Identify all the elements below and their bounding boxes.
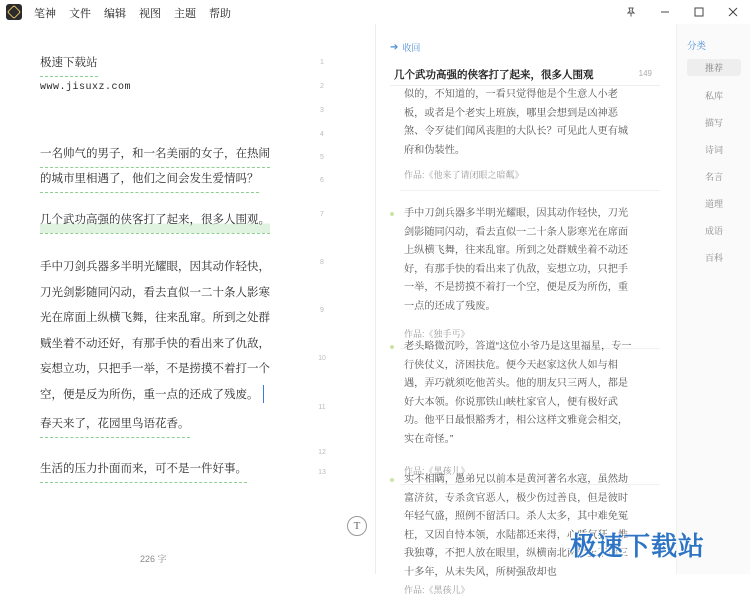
category-header: 分类 (687, 41, 707, 52)
category-description[interactable]: 描写 (704, 118, 723, 128)
editor-footer (0, 544, 375, 574)
result-source: 作品:《黑孩儿》 (404, 585, 470, 595)
close-icon[interactable] (716, 0, 750, 24)
line-number: 2 (320, 83, 324, 90)
result-source: 作品:《黑孩儿》 (404, 466, 470, 476)
maximize-icon[interactable] (682, 0, 716, 24)
title-bar (0, 0, 750, 24)
text-cursor (263, 385, 265, 403)
watermark-logo: 极速下载站 (570, 531, 706, 561)
line-number: 7 (320, 211, 324, 218)
editor-paragraph-2[interactable]: 几个武功高强的侠客打了起来，很多人围观。 (40, 209, 270, 234)
line-number: 9 (320, 307, 324, 314)
material-panel (376, 24, 676, 595)
menu-item-help[interactable]: 帮助 (209, 8, 231, 20)
editor-url: www.jisuxz.com (40, 82, 132, 93)
menu-item-view[interactable]: 视图 (139, 8, 161, 20)
menu-item-theme[interactable]: 主题 (174, 8, 196, 20)
format-text-button[interactable]: T (347, 516, 367, 536)
editor-paragraph-4[interactable]: 春天来了，花园里鸟语花香。 (40, 413, 190, 438)
menu-item-file[interactable]: 文件 (69, 8, 91, 20)
result-text: 实不相瞒，愚弟兄以前本是黄河著名水寇，虽然劫 富济贫，专杀贪官恶人，极少伤过善良，但是彼时 年轻气盛，照例不留活口。杀人太多，其中难免冤 枉，又因自恃本领，水陆都还来得，心骄气狂，惟 我独尊，不把人放在眼里，纵横南北两岸上下游三 十多年，从未失风，所树强敌却也 (404, 474, 629, 578)
line-number: 4 (320, 131, 324, 138)
result-text: 老头略微沉吟，答道“这位小爷乃是这里福星，专一 行侠仗义，济困扶危。便今天赵家这伙人如与相 遇，弄巧就须吃他苦头。他的朋友只三两人，都是 好大本领。你说那铁山峡杜家官人，便有极好武 功。他平日最恨豁秀才，相公这样文雅竟会相交， 实在奇怪。” (404, 341, 632, 445)
category-sidebar (676, 24, 750, 574)
result-text: 手中刀剑兵器多半明光耀眼，因其动作轻快，刀光 剑影随同闪动，看去直似一二十条人影寒光在席面 上纵横飞舞，往来乱窜。所到之处群贼坐着不动还 好，有那手快的看出来了仇敌，妄想立功，只把手 一举，不是捞摸不着打一个空，便是反为所伤，重 一点的还成了残废。 (404, 208, 629, 312)
result-text: 似的，不知道的，一看只觉得他是个生意人小老 板，或者是个老实上班族，哪里会想到是凶神恶 煞、令歹徒们闻风丧胆的大队长？可见此人更有城 府和伪装性。 (404, 89, 629, 156)
line-number: 10 (318, 355, 326, 362)
results-list[interactable] (390, 86, 660, 595)
editor-paragraph-5[interactable]: 生活的压力扑面而来，可不是一件好事。 (40, 458, 247, 483)
bullet-icon (390, 212, 394, 216)
line-number: 11 (318, 404, 326, 411)
category-recommend[interactable]: 推荐 (687, 59, 741, 76)
editor-paragraph-3[interactable]: 手中刀剑兵器多半明光耀眼，因其动作轻快， 刀光剑影随同闪动，看去直似一二十条人影寒 光在席面上纵横飞舞，往来乱窜。所到之处群 贼坐着不动还好，有那手快的看出来了仇敌， 妄想立功，只把手一举，不是捞摸不着打一个 空，便是反为所伤，重一点的还成了残废。 (40, 255, 270, 408)
menu-item-bishen[interactable]: 笔神 (34, 8, 56, 20)
category-idioms[interactable]: 成语 (704, 226, 723, 236)
line-number: 6 (320, 177, 324, 184)
editor-url-line[interactable] (40, 76, 131, 99)
result-separator (400, 190, 660, 191)
menu-item-edit[interactable]: 编辑 (104, 8, 126, 20)
arrow-right-icon: ➔ (390, 42, 399, 53)
category-poetry[interactable]: 诗词 (704, 145, 723, 155)
category-quotes[interactable]: 名言 (704, 172, 723, 182)
editor-paragraph-1[interactable]: 一名帅气的男子，和一名美丽的女子，在热闹 的城市里相遇了，他们之间会发生爱情吗？ (40, 143, 270, 193)
bullet-icon (390, 345, 394, 349)
menu-bar (34, 5, 231, 21)
app-logo-icon (6, 4, 22, 20)
result-count: 149 (638, 69, 652, 78)
line-number: 8 (320, 259, 324, 266)
result-source: 作品:《独手丐》 (404, 329, 470, 339)
minimize-icon[interactable] (648, 0, 682, 24)
panel-title: 几个武功高强的侠客打了起来，很多人围观 (394, 69, 594, 81)
editor-title: 极速下载站 (40, 52, 98, 77)
category-encyclopedia[interactable]: 百科 (704, 253, 723, 263)
pin-icon[interactable] (614, 0, 648, 24)
category-reasoning[interactable]: 道理 (704, 199, 723, 209)
line-number: 13 (318, 469, 326, 476)
bullet-icon (390, 478, 394, 482)
collapse-button[interactable]: ➔ 收回 (390, 42, 421, 53)
line-number: 1 (320, 59, 324, 66)
result-source: 作品:《他来了请闭眼之暗粼》 (404, 170, 524, 180)
line-number: 12 (318, 449, 326, 456)
line-number: 5 (320, 154, 324, 161)
line-number: 3 (320, 107, 324, 114)
editor-pane[interactable] (0, 24, 375, 574)
word-count: 226 字 (140, 554, 167, 564)
category-private-library[interactable]: 私库 (704, 91, 723, 101)
editor-title-line[interactable] (40, 52, 98, 77)
